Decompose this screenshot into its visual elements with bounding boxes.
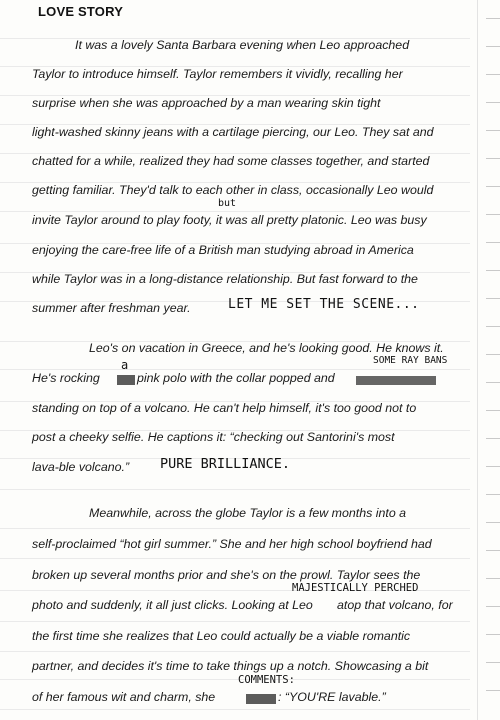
text-line: post a cheeky selfie. He captions it: “checking out Santorini's most <box>32 430 395 444</box>
text-line: getting familiar. They'd talk to each other in class, occasionally Leo would <box>32 183 434 197</box>
margin-ruler <box>477 0 500 720</box>
text-line: broken up several months prior and she's on the prowl. Taylor sees the <box>32 568 421 582</box>
text-line: photo and suddenly, it all just clicks. Looking at Leo <box>32 598 313 612</box>
text-line: Meanwhile, across the globe Taylor is a few months into a <box>89 506 407 520</box>
text-line: partner, and decides it's time to take things up a notch. Showcasing a bit <box>32 659 429 673</box>
text-line: the first time she realizes that Leo could actually be a viable romantic <box>32 629 411 643</box>
text-line: self-proclaimed “hot girl summer.” She and her high school boyfriend had <box>32 537 432 551</box>
text-line: atop that volcano, for <box>337 598 453 612</box>
handwritten-but: but <box>218 198 237 209</box>
text-line: Leo's on vacation in Greece, and he's looking good. He knows it. <box>89 341 444 355</box>
text-line: He's rocking <box>32 371 100 385</box>
handwritten-brilliance: PURE BRILLIANCE. <box>160 456 291 472</box>
text-line: invite Taylor around to play footy, it was all pretty platonic. Leo was busy <box>32 213 427 227</box>
text-line: : “YOU'RE lavable.” <box>278 690 386 704</box>
text-line: It was a lovely Santa Barbara evening when Leo approached <box>75 38 410 52</box>
text-line: while Taylor was in a long-distance relationship. But fast forward to the <box>32 272 418 286</box>
document-title: LOVE STORY <box>38 4 124 19</box>
scribble-mark <box>356 376 436 385</box>
text-line: lava-ble volcano.” <box>32 460 130 474</box>
handwritten-a: a <box>121 358 129 372</box>
handwritten-ray-bans: SOME RAY BANS <box>373 355 448 366</box>
scribble-mark <box>117 375 135 385</box>
handwritten-comments: COMMENTS: <box>238 674 295 686</box>
scribble-mark <box>246 694 276 704</box>
text-line: chatted for a while, realized they had some classes together, and started <box>32 154 430 168</box>
text-line: enjoying the care-free life of a British man studying abroad in America <box>32 243 414 257</box>
text-line: light-washed skinny jeans with a cartilage piercing, our Leo. They sat and <box>32 125 434 139</box>
text-line: surprise when she was approached by a man wearing skin tight <box>32 96 381 110</box>
handwritten-scene: LET ME SET THE SCENE... <box>228 297 420 312</box>
text-line: of her famous wit and charm, she <box>32 690 216 704</box>
handwritten-majestically: MAJESTICALLY PERCHED <box>292 582 419 594</box>
text-line: pink polo with the collar popped and <box>137 371 335 385</box>
text-line: standing on top of a volcano. He can't help himself, it's too good not to <box>32 401 417 415</box>
text-line: summer after freshman year. <box>32 301 191 315</box>
text-line: Taylor to introduce himself. Taylor remembers it vividly, recalling her <box>32 67 403 81</box>
